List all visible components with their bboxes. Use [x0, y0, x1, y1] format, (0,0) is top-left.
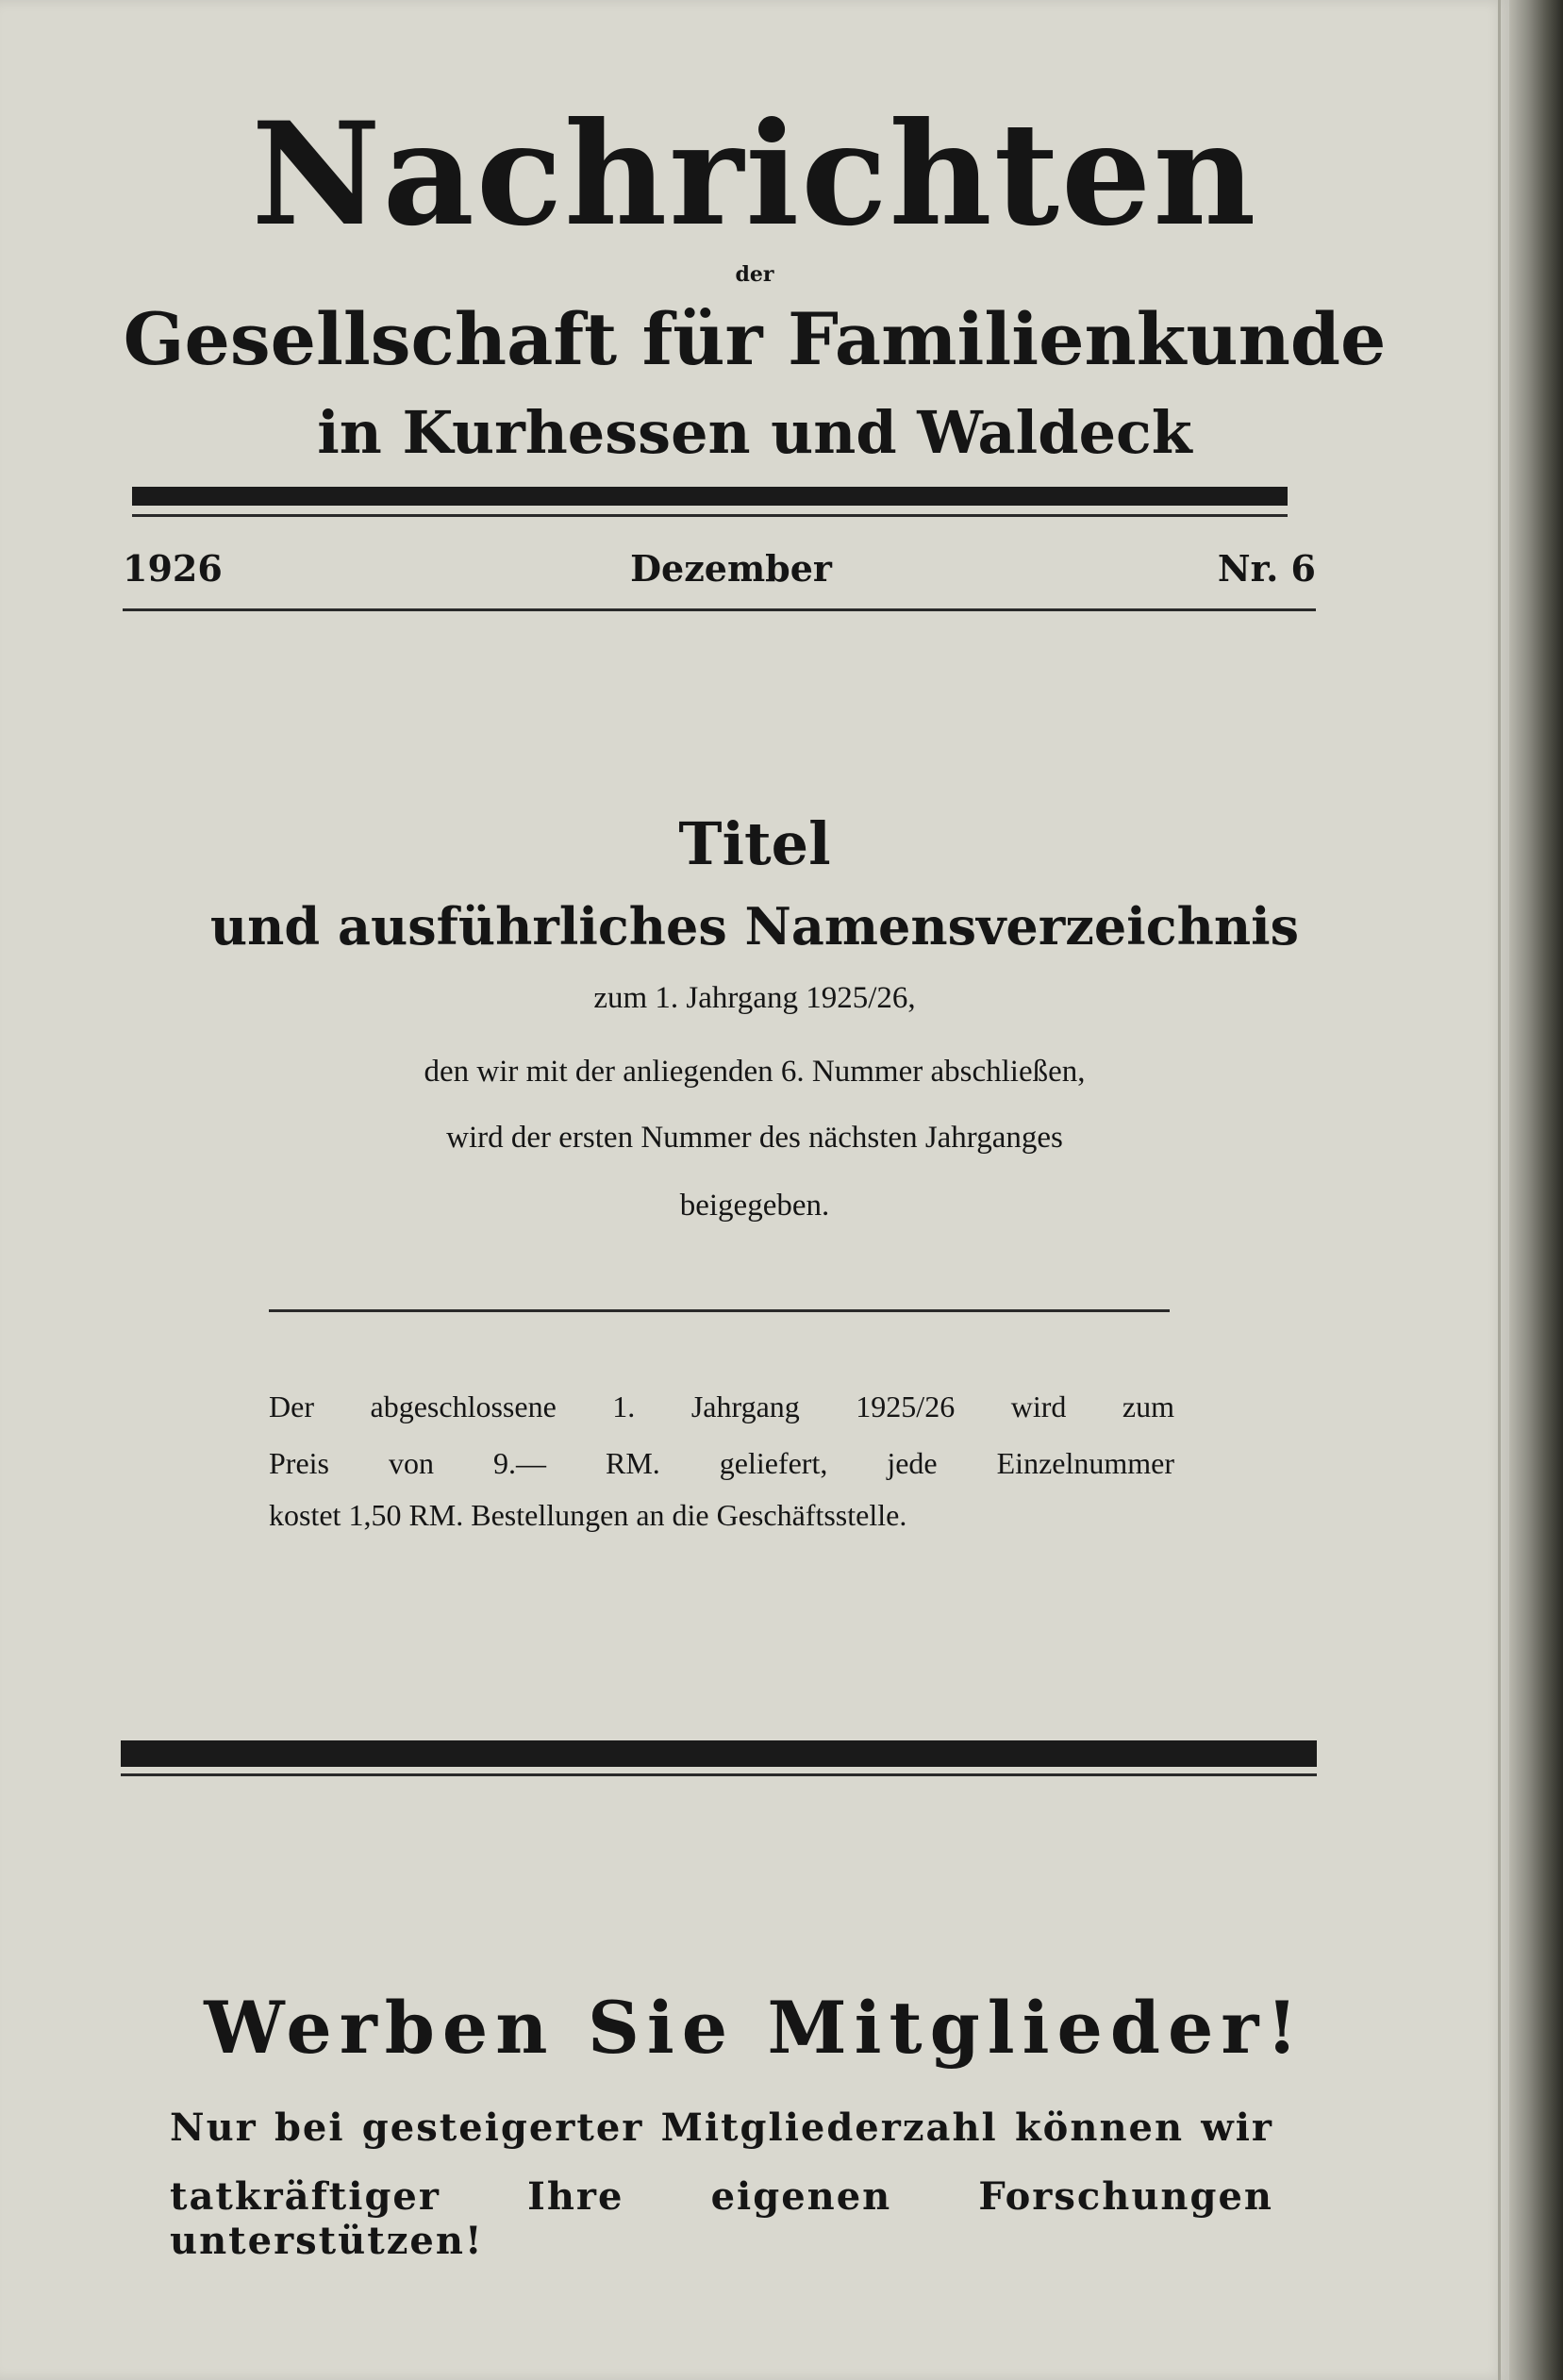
price-line3: kostet 1,50 RM. Bestellungen an die Geschäftsstelle.	[269, 1498, 907, 1532]
notice-subtitle: und ausführliches Namensverzeichnis	[209, 896, 1300, 957]
society-name-line2: in Kurhessen und Waldeck	[317, 398, 1192, 467]
masthead-thin-rule	[132, 514, 1288, 517]
issue-year: 1926	[123, 547, 223, 590]
section-divider	[269, 1309, 1170, 1312]
appeal-line2: tatkräftiger Ihre eigenen Forschungen unterstützen!	[170, 2174, 1273, 2263]
notice-line2: den wir mit der anliegenden 6. Nummer abschließen,	[424, 1055, 1086, 1089]
appeal-line1: Nur bei gesteigerter Mitgliederzahl können wir	[170, 2105, 1273, 2150]
binding-edge	[1509, 0, 1563, 2380]
notice-line3: wird der ersten Nummer des nächsten Jahrganges	[446, 1121, 1063, 1155]
notice-title: Titel	[678, 809, 831, 878]
page-edge-line	[1498, 0, 1501, 2380]
society-name-line1: Gesellschaft für Familienkunde	[123, 297, 1387, 381]
price-line2: Preis von 9.— RM. geliefert, jede Einzelnummer	[269, 1446, 1174, 1480]
price-line1: Der abgeschlossene 1. Jahrgang 1925/26 wird zum	[269, 1390, 1174, 1423]
issue-month: Dezember	[630, 547, 832, 590]
masthead-connector: der	[735, 262, 774, 287]
notice-line4: beigegeben.	[679, 1189, 830, 1223]
masthead-title: Nachrichten	[251, 92, 1258, 258]
masthead-thick-rule	[132, 487, 1288, 506]
issue-line-rule	[123, 608, 1316, 611]
notice-line1: zum 1. Jahrgang 1925/26,	[593, 981, 916, 1015]
issue-number: Nr. 6	[1217, 547, 1316, 590]
lower-thin-rule	[121, 1773, 1317, 1776]
lower-thick-rule	[121, 1740, 1317, 1767]
appeal-title: Werben Sie Mitglieder!	[204, 1986, 1305, 2070]
